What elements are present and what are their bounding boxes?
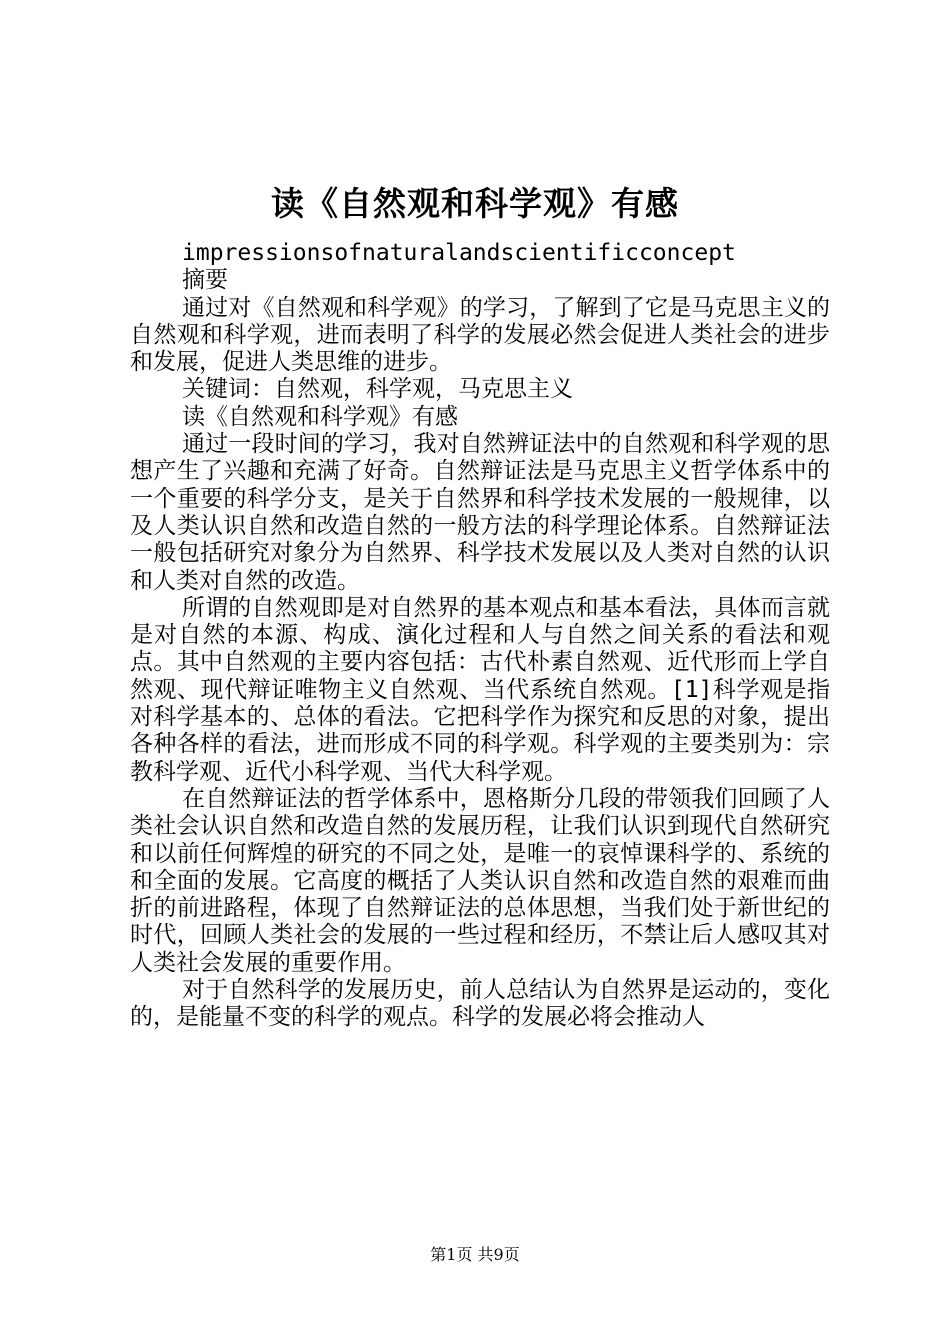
document-title: 读《自然观和科学观》有感 xyxy=(271,184,679,223)
body-paragraph: 在自然辩证法的哲学体系中，恩格斯分几段的带领我们回顾了人类社会认识自然和改造自然的发展历程，让我们认识到现代自然研究和以前任何辉煌的研究的不同之处，是唯一的哀悼课科学的、系统的和全面的发展。它高度的概括了人类认识自然和改造自然的艰难而曲折的前进路程，体现了自然辩证法的总体思想，当我们处于新世纪的时代，回顾人类社会的发展的一些过程和经历，不禁让后人感叹其对人类社会发展的重要作用。 xyxy=(130,785,830,976)
abstract-heading: 摘要 xyxy=(182,267,228,294)
english-title-line: impressionsofnaturalandscientificconcept xyxy=(182,240,736,266)
body-paragraph: 所谓的自然观即是对自然界的基本观点和基本看法，具体而言就是对自然的本源、构成、演化过程和人与自然之间关系的看法和观点。其中自然观的主要内容包括：古代朴素自然观、近代形而上学自然观、现代辩证唯物主义自然观、当代系统自然观。[1]科学观是指对科学基本的、总体的看法。它把科学作为探究和反思的对象，提出各种各样的看法，进而形成不同的科学观。科学观的主要类别为：宗教科学观、近代小科学观、当代大科学观。 xyxy=(130,594,830,785)
keywords-line: 关键词：自然观，科学观，马克思主义 xyxy=(182,376,573,403)
body-paragraph: 对于自然科学的发展历史，前人总结认为自然界是运动的，变化的，是能量不变的科学的观点。科学的发展必将会推动人 xyxy=(130,977,830,1031)
document-body xyxy=(130,240,830,1032)
page-footer: 第1页 共9页 xyxy=(430,1245,520,1264)
body-paragraph: 通过一段时间的学习，我对自然辨证法中的自然观和科学观的思想产生了兴趣和充满了好奇。自然辩证法是马克思主义哲学体系中的一个重要的科学分支，是关于自然界和科学技术发展的一般规律，以及人类认识自然和改造自然的一般方法的科学理论体系。自然辩证法一般包括研究对象分为自然界、科学技术发展以及人类对自然的认识和人类对自然的改造。 xyxy=(130,431,830,594)
abstract-paragraph: 通过对《自然观和科学观》的学习，了解到了它是马克思主义的自然观和科学观，进而表明了科学的发展必然会促进人类社会的进步和发展，促进人类思维的进步。 xyxy=(130,294,830,376)
section-heading: 读《自然观和科学观》有感 xyxy=(182,403,458,430)
